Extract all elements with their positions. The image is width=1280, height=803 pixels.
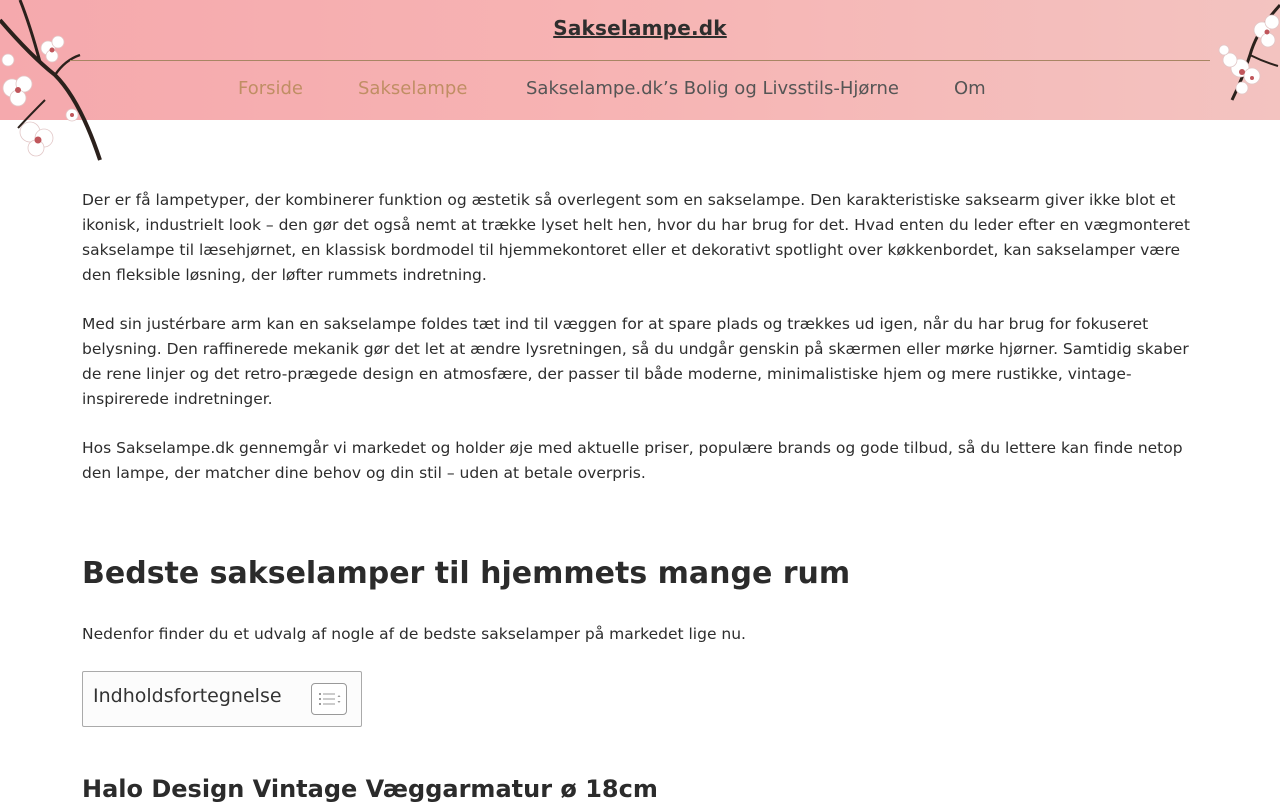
intro-paragraph-2: Med sin justérbare arm kan en sakselampe foldes tæt ind til væggen for at spare plads og trækkes ud igen, når du har brug for fokuseret belysning. Den raffinerede mekanik gør det let at ændre lysretningen, så du undgår genskin på skærmen eller mørke hjørner. Samtidig skaber de rene linjer og det retro-prægede design en atmosfære, der passer til både moderne, minimalistiske hjem og mere rustikke, vintage-inspirerede indretninger. xyxy=(82,315,1189,408)
nav-item-bolig-livsstil[interactable]: Sakselampe.dk’s Bolig og Livsstils-Hjørne xyxy=(526,78,899,99)
intro-paragraph-3: Hos Sakselampe.dk gennemgår vi markedet og holder øje med aktuelle priser, populære brands og gode tilbud, så du lettere kan finde netop den lampe, der matcher dine behov og din stil – uden at betale overpris. xyxy=(82,439,1183,482)
main-navigation xyxy=(0,78,1280,102)
list-toggle-icon xyxy=(312,684,346,714)
nav-item-sakselampe[interactable]: Sakselampe xyxy=(358,78,468,99)
nav-item-forside[interactable]: Forside xyxy=(238,78,304,99)
section-intro: Nedenfor finder du et udvalg af nogle af de bedste sakselamper på markedet lige nu. xyxy=(82,625,746,643)
nav-item-om[interactable]: Om xyxy=(954,78,986,99)
main-content xyxy=(82,188,1192,510)
section-heading: Bedste sakselamper til hjemmets mange rum xyxy=(82,556,851,591)
site-header xyxy=(0,0,1280,120)
toc-toggle-button[interactable] xyxy=(311,683,347,715)
table-of-contents xyxy=(82,671,362,727)
toc-title: Indholdsfortegnelse xyxy=(93,685,282,707)
header-divider xyxy=(70,60,1210,61)
site-title-link[interactable]: Sakselampe.dk xyxy=(553,16,727,40)
product-heading: Halo Design Vintage Væggarmatur ø 18cm xyxy=(82,775,658,803)
intro-paragraph-1: Der er få lampetyper, der kombinerer funktion og æstetik så overlegent som en sakselampe. Den karakteristiske saksearm giver ikke blot et ikonisk, industrielt look – den gør det også nemt at trække lyset helt hen, hvor du har brug for det. Hvad enten du leder efter en vægmonteret sakselampe til læsehjørnet, en klassisk bordmodel til hjemmekontoret eller et dekorativt spotlight over køkkenbordet, kan sakselamper være den fleksible løsning, der løfter rummets indretning. xyxy=(82,191,1190,284)
